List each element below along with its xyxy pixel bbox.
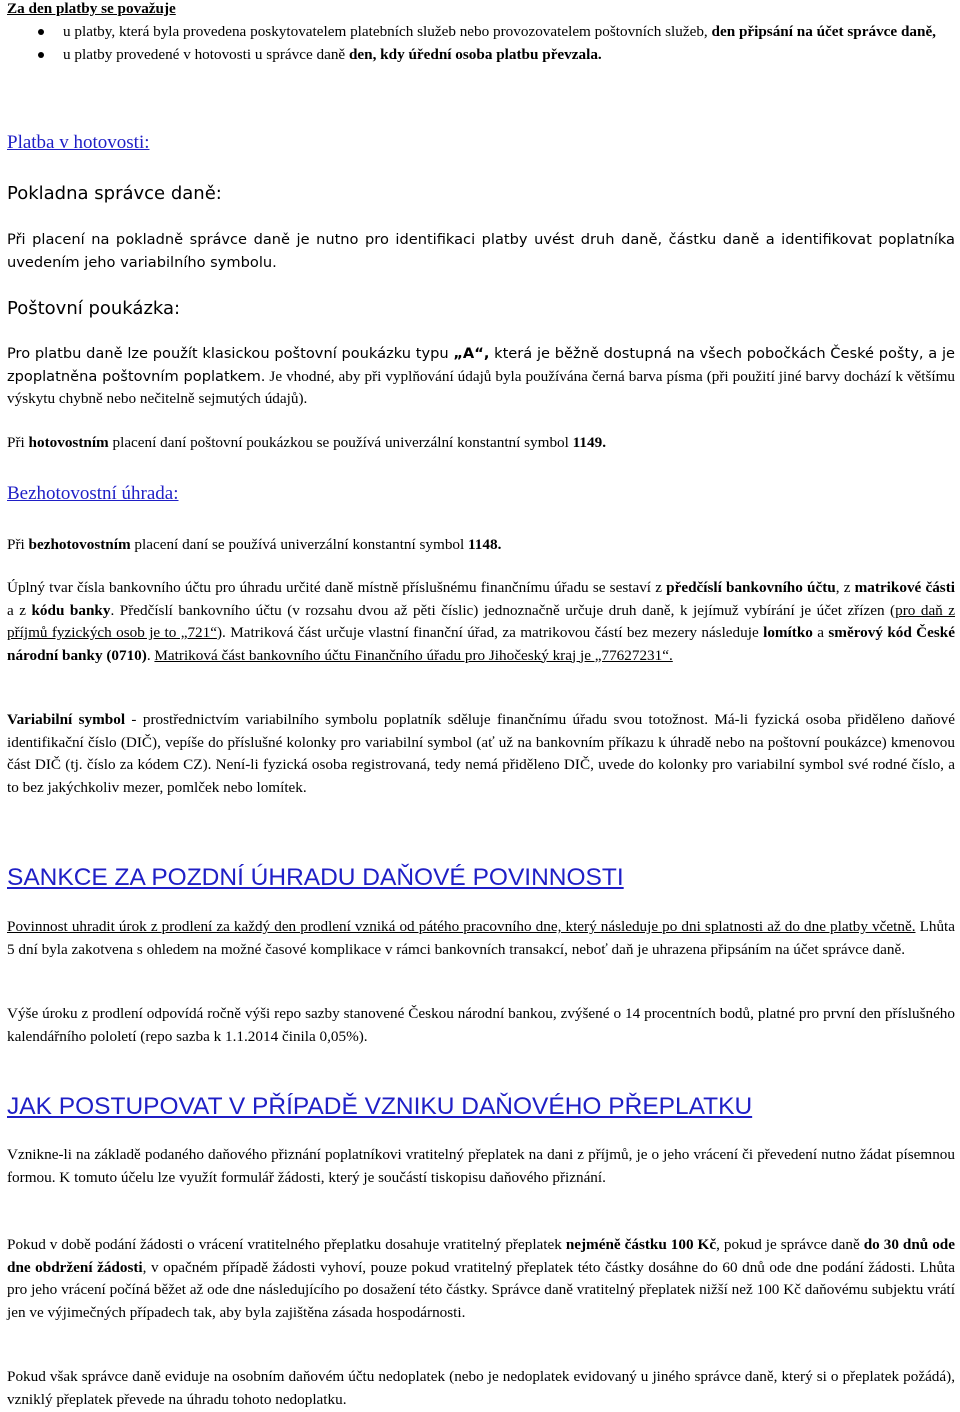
intro-bullet-list <box>7 21 955 66</box>
sanctions-text-2: Výše úroku z prodlení odpovídá ročně výši repo sazby stanovené Českou národní bankou, zvýšené o 14 procentních bodů, platné pro první den příslušného kalendářního pololetí (repo sazba k 1.1.2014 činila 0,05%). <box>7 1005 955 1045</box>
cash-subheading: Pokladna správce daně: <box>7 183 222 204</box>
bullet-icon <box>38 29 44 35</box>
overpayment-text-2: Pokud v době podání žádosti o vrácení vratitelného přeplatku dosahuje vratitelný přeplatek nejméně částku 100 Kč, pokud je správce daně do 30 dnů ode dne obdržení žádosti, v opačném případě žádosti vyhoví, pouze pokud vratitelný přeplatek této částky dosáhne do 60 dnů ode dne podání žádosti. Lhůta pro jeho vrácení počíná běžet až ode dne následujícího po dosažení této částky. Správce daně vratitelný přeplatek nižší než 100 Kč daňovému subjektu vrátí jen ve výjimečných případech tak, aby byla zajištěna zásada hospodárnosti. <box>7 1236 955 1321</box>
overpayment-heading: JAK POSTUPOVAT V PŘÍPADĚ VZNIKU DAŇOVÉHO PŘEPLATKU <box>7 1093 753 1120</box>
list-item: u platby provedené v hotovosti u správce daně den, kdy úřední osoba platbu převzala. <box>7 44 955 67</box>
intro-heading: Za den platby se považuje <box>7 0 176 17</box>
noncash-symbol-text: Při bezhotovostním placení daní se používá univerzální konstantní symbol 1148. <box>7 536 502 553</box>
postal-heading: Poštovní poukázka: <box>7 298 181 319</box>
cash-text: Při placení na pokladně správce daně je nutno pro identifikaci platby uvést druh daně, částku daně a identifikovat poplatníka uvedením jeho variabilního symbolu. <box>7 231 955 271</box>
noncash-heading: Bezhotovostní úhrada: <box>7 483 179 504</box>
postal-symbol-text: Při hotovostním placení daní poštovní poukázkou se používá univerzální konstantní symbol 1149. <box>7 434 607 451</box>
account-number-text: Úplný tvar čísla bankovního účtu pro úhradu určité daně místně příslušnému finančnímu úřadu se sestaví z předčíslí bankovního účtu, z matrikové části a z kódu banky. Předčíslí bankovního účtu (v rozsahu dvou až pěti číslic) jednoznačně určuje druh daně, k jejímuž vybírání je účet zřízen (pro daň z příjmů fyzických osob je to „721“). Matriková část určuje vlastní finanční úřad, za matrikovou částí bez mezery následuje lomítko a směrový kód České národní banky (0710). Matriková část bankovního účtu Finančního úřadu pro Jihočeský kraj je „77627231“. <box>7 579 956 664</box>
list-item: u platby, která byla provedena poskytovatelem platebních služeb nebo provozovatelem poštovních služeb, den připsání na účet správce daně, <box>7 21 955 44</box>
cash-heading: Platba v hotovosti: <box>7 132 150 153</box>
overpayment-text-3: Pokud však správce daně eviduje na osobním daňovém účtu nedoplatek (nebo je nedoplatek evidovaný u jiného správce daně, který si o přeplatek požádá), vzniklý přeplatek převede na úhradu tohoto nedoplatku. <box>7 1368 955 1408</box>
sanctions-heading: SANKCE ZA POZDNÍ ÚHRADU DAŇOVÉ POVINNOSTI <box>7 864 624 891</box>
variable-symbol-text: Variabilní symbol - prostřednictvím variabilního symbolu poplatník sděluje finančnímu úřadu svou totožnost. Má-li fyzická osoba přiděleno daňové identifikační číslo (DIČ), vepíše do příslušné kolonky pro variabilní symbol (ať už na bankovním příkazu k úhradě nebo na poštovní poukázce) kmenovou část DIČ (tj. číslo za kódem CZ). Není-li fyzická osoba registrovaná, tedy nemá přiděleno DIČ, uvede do kolonky pro variabilní symbol své rodné číslo, a to bez jakýchkoliv mezer, pomlček nebo lomítek. <box>7 711 955 796</box>
sanctions-text-1: Povinnost uhradit úrok z prodlení za každý den prodlení vzniká od pátého pracovního dne, který následuje po dni splatnosti až do dne platby včetně. Lhůta 5 dní byla zakotvena s ohledem na možné časové komplikace v rámci bankovních transakcí, neboť daň je uhrazena připsáním na účet správce daně. <box>7 918 955 958</box>
overpayment-text-1: Vznikne-li na základě podaného daňového přiznání poplatníkovi vratitelný přeplatek na dani z příjmů, je o jeho vrácení či převedení nutno žádat písemnou formou. K tomuto účelu lze využít formulář žádosti, který je součástí tiskopisu daňového přiznání. <box>7 1146 955 1186</box>
bullet-icon <box>38 52 44 58</box>
postal-text: Pro platbu daně lze použít klasickou poštovní poukázku typu „A“, která je běžně dostupná na všech pobočkách České pošty, a je zpoplatněna poštovním poplatkem. Je vhodné, aby při vyplňování údajů byla používána černá barva písma (při použití jiné barvy dochází k většímu výskytu chybně nebo nečitelně sejmutých údajů). <box>7 345 955 407</box>
